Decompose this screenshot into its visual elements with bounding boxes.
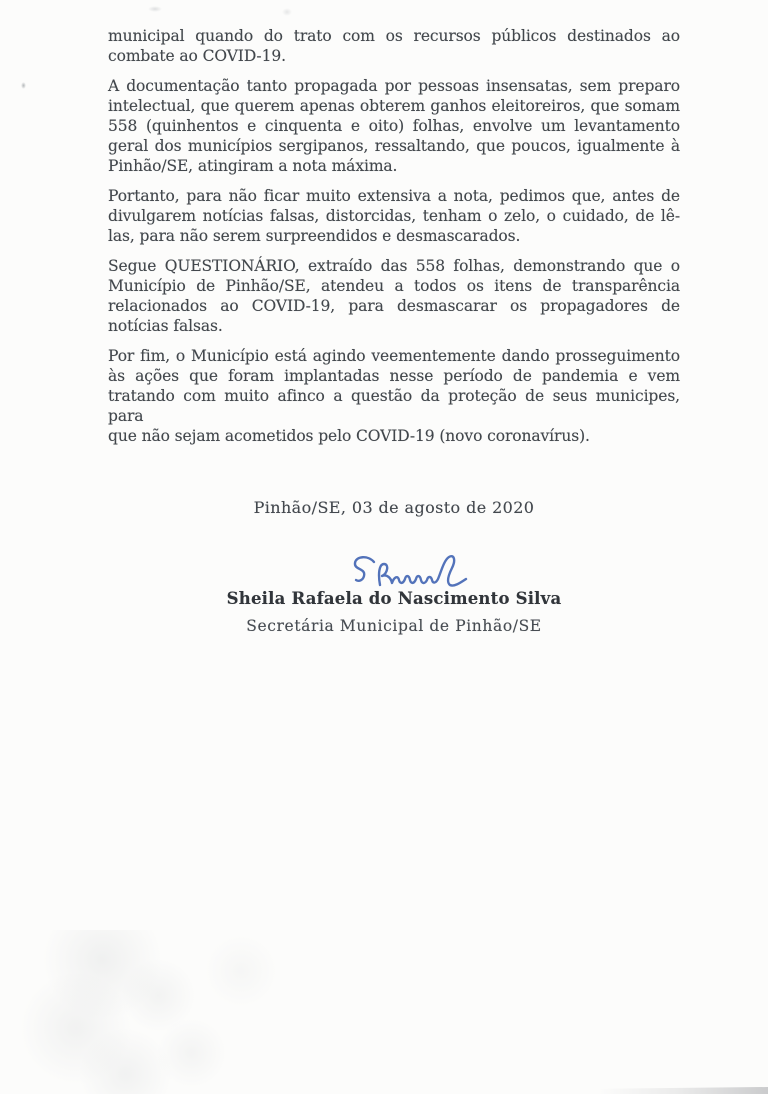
text-line: notícias falsas. bbox=[108, 317, 223, 335]
text-line: municipal quando do trato com os recursos públicos destinados ao bbox=[108, 27, 680, 45]
text-line: geral dos municípios sergipanos, ressaltando, que poucos, igualmente à bbox=[108, 137, 680, 155]
paragraph-3 bbox=[108, 186, 680, 246]
text-line: intelectual, que querem apenas obterem ganhos eleitoreiros, que somam bbox=[108, 97, 680, 115]
text-line: Município de Pinhão/SE, atendeu a todos os itens de transparência bbox=[108, 277, 680, 295]
text-line: que não sejam acometidos pelo COVID-19 (novo coronavírus). bbox=[108, 427, 590, 445]
text-line: 558 (quinhentos e cinquenta e oito) folhas, envolve um levantamento bbox=[108, 117, 680, 135]
document-body bbox=[108, 26, 680, 636]
text-line: Pinhão/SE, atingiram a nota máxima. bbox=[108, 157, 398, 175]
text-line: às ações que foram implantadas nesse período de pandemia e vem bbox=[108, 367, 680, 385]
signature-scribble-image bbox=[342, 552, 474, 598]
signature-block bbox=[108, 552, 680, 636]
signatory-title: Secretária Municipal de Pinhão/SE bbox=[246, 617, 542, 635]
text-line: combate ao COVID-19. bbox=[108, 47, 286, 65]
scan-noise-patch bbox=[10, 930, 340, 1094]
text-line: Segue QUESTIONÁRIO, extraído das 558 folhas, demonstrando que o bbox=[108, 257, 680, 275]
text-line: Portanto, para não ficar muito extensiva a nota, pedimos que, antes de bbox=[108, 187, 680, 205]
scan-corner-shadow bbox=[568, 1087, 768, 1094]
text-line: A documentação tanto propagada por pessoas insensatas, sem preparo bbox=[108, 77, 680, 95]
text-line: relacionados ao COVID-19, para desmascarar os propagadores de bbox=[108, 297, 680, 315]
text-line: Por fim, o Município está agindo veementemente dando prosseguimento bbox=[108, 347, 680, 365]
text-line: divulgarem notícias falsas, distorcidas, tenham o zelo, o cuidado, de lê- bbox=[108, 207, 680, 225]
scan-speck bbox=[21, 82, 26, 89]
paragraph-2 bbox=[108, 76, 680, 176]
text-line: las, para não serem surpreendidos e desmascarados. bbox=[108, 227, 521, 245]
scan-speck bbox=[282, 8, 292, 16]
date-line: Pinhão/SE, 03 de agosto de 2020 bbox=[253, 498, 535, 517]
paragraph-1 bbox=[108, 26, 680, 66]
paragraph-5 bbox=[108, 346, 680, 446]
signatory-name: Sheila Rafaela do Nascimento Silva bbox=[226, 589, 562, 608]
scan-speck bbox=[148, 6, 162, 12]
text-line: tratando com muito afinco a questão da proteção de seus municipes, para bbox=[108, 387, 680, 425]
paragraph-4 bbox=[108, 256, 680, 336]
